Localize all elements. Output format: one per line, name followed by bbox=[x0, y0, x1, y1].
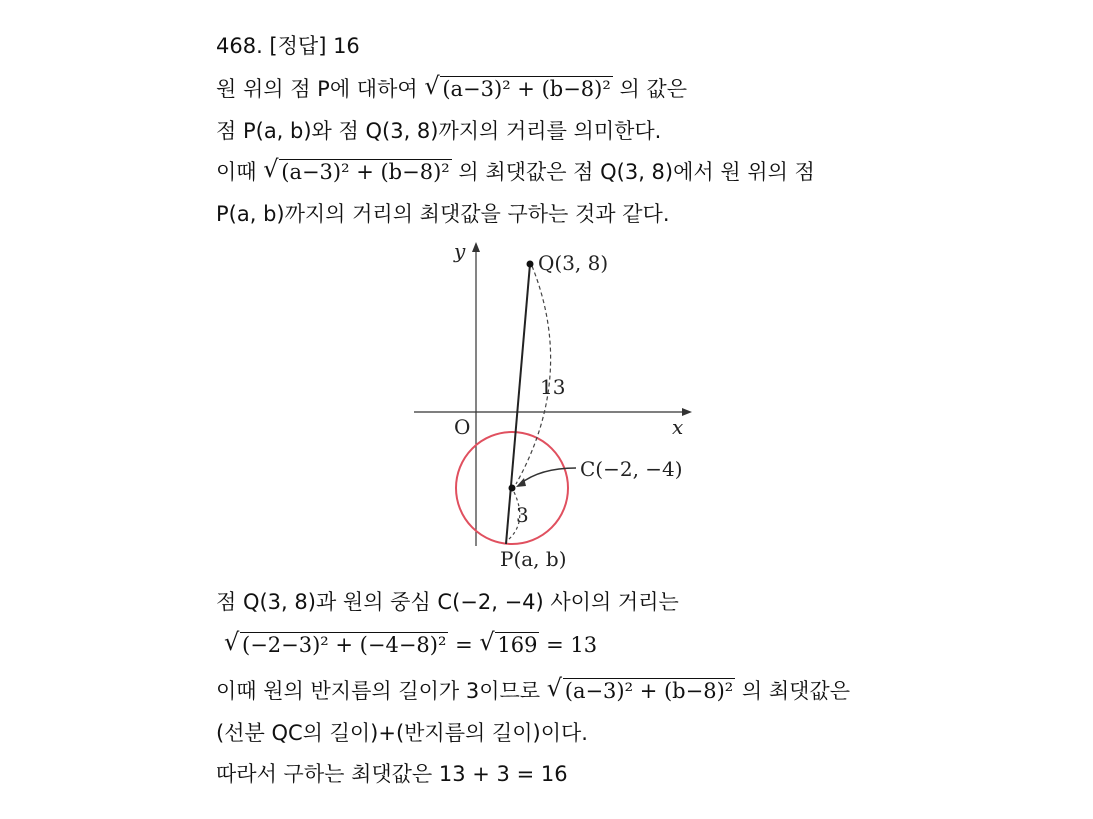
equals: = bbox=[448, 633, 480, 657]
text: 의 최댓값은 점 Q(3, 8)에서 원 위의 점 bbox=[458, 160, 815, 184]
text: 이때 bbox=[216, 160, 264, 184]
radicand: (a−3)² + (b−8)² bbox=[442, 77, 611, 101]
distance-label: 13 bbox=[540, 375, 566, 399]
radius-label: 3 bbox=[516, 503, 529, 527]
point-q-label: Q(3, 8) bbox=[538, 251, 609, 275]
paragraph-3 bbox=[216, 157, 815, 187]
radicand: (a−3)² + (b−8)² bbox=[564, 679, 734, 703]
sqrt-expression bbox=[263, 157, 451, 187]
sqrt-expression bbox=[424, 74, 612, 104]
sqrt-expression bbox=[224, 630, 448, 660]
origin-label: O bbox=[454, 415, 471, 439]
point-q bbox=[527, 261, 534, 268]
paragraph-7 bbox=[216, 676, 850, 706]
sqrt-expression bbox=[547, 676, 735, 706]
x-axis-label: x bbox=[672, 415, 684, 439]
radicand: (−2−3)² + (−4−8)² bbox=[242, 633, 447, 657]
text: 원 위의 점 bbox=[216, 77, 318, 101]
paragraph-6 bbox=[224, 630, 597, 660]
geometry-figure bbox=[400, 236, 700, 576]
text: 의 최댓값은 bbox=[741, 679, 850, 703]
text: 의 값은 bbox=[619, 77, 688, 101]
paragraph-2: 점 P(a, b)와 점 Q(3, 8)까지의 거리를 의미한다. bbox=[216, 119, 662, 143]
paragraph-4: P(a, b)까지의 거리의 최댓값을 구하는 것과 같다. bbox=[216, 202, 670, 226]
point-c bbox=[509, 485, 516, 492]
result: = 13 bbox=[539, 633, 598, 657]
paragraph-8: (선분 QC의 길이)+(반지름의 길이)이다. bbox=[216, 721, 588, 745]
y-axis-label: y bbox=[454, 239, 466, 263]
radicand: 169 bbox=[497, 633, 538, 657]
text: P에 대하여 bbox=[317, 77, 425, 101]
paragraph-5: 점 Q(3, 8)과 원의 중심 C(−2, −4) 사이의 거리는 bbox=[216, 590, 679, 614]
paragraph-1 bbox=[216, 74, 687, 104]
point-c-label: C(−2, −4) bbox=[580, 457, 683, 481]
radicand: (a−3)² + (b−8)² bbox=[281, 160, 450, 184]
paragraph-9: 따라서 구하는 최댓값은 13 + 3 = 16 bbox=[216, 762, 568, 786]
text: 이때 원의 반지름의 길이가 3이므로 bbox=[216, 679, 547, 703]
figure-svg bbox=[400, 236, 700, 572]
sqrt-169 bbox=[479, 630, 539, 660]
segment-qp bbox=[506, 264, 530, 544]
answer-header: 468. [정답] 16 bbox=[216, 34, 360, 58]
point-p-label: P(a, b) bbox=[500, 547, 567, 571]
y-axis-arrow-icon bbox=[472, 242, 480, 252]
x-axis-arrow-icon bbox=[682, 408, 692, 416]
